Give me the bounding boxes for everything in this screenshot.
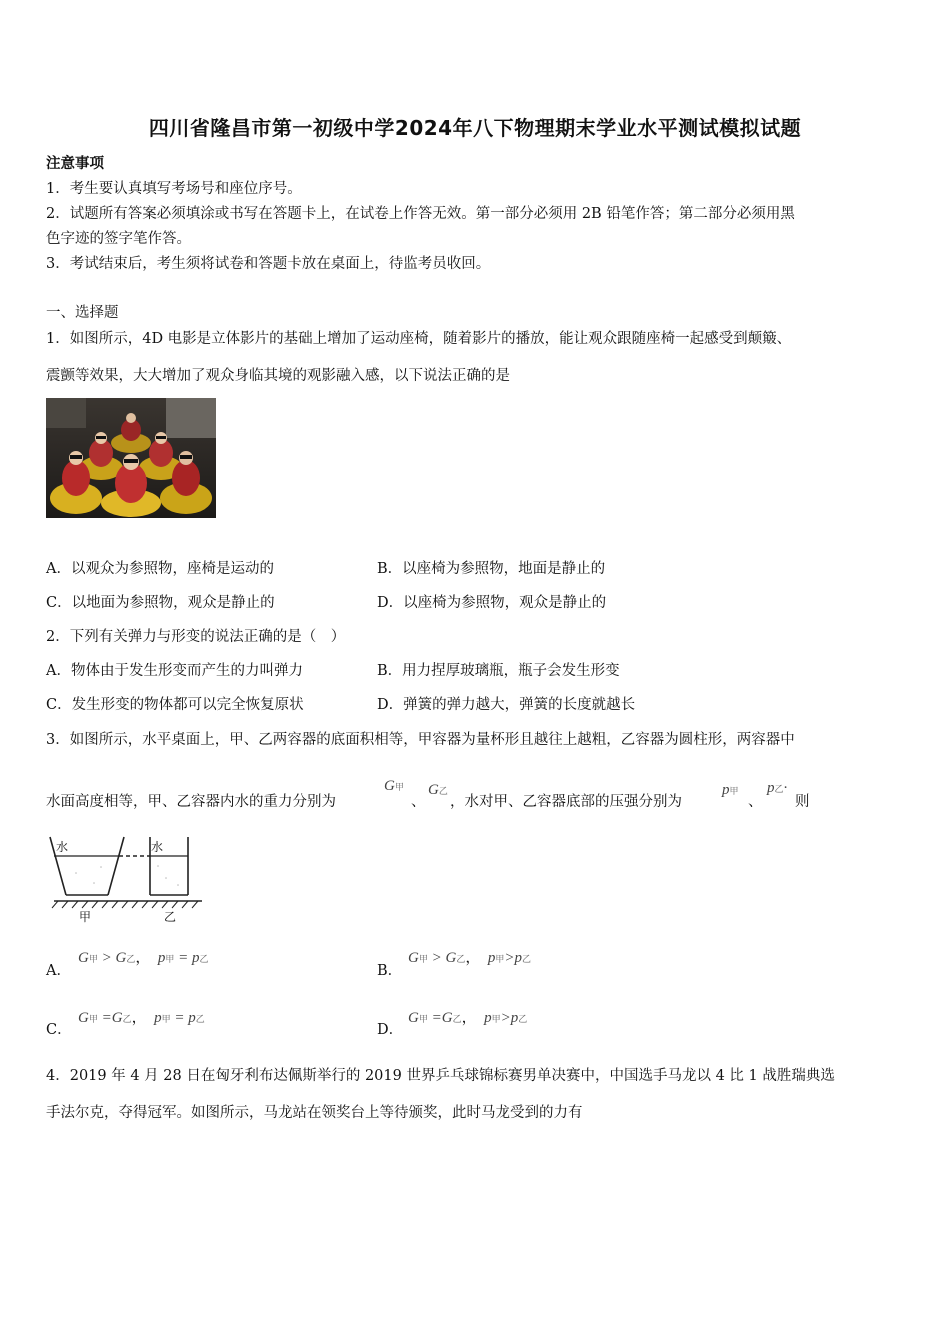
- water-label-yi: 水: [151, 840, 164, 854]
- q3-g-yi: G乙: [428, 782, 448, 798]
- q2-option-c: C．发生形变的物体都可以完全恢复原状: [46, 697, 304, 713]
- cinema-4d-photo: [46, 398, 216, 518]
- notice-item-1: 1．考生要认真填写考场号和座位序号。: [46, 181, 302, 197]
- q3-stem-line2a: 水面高度相等，甲、乙容器内水的重力分别为: [46, 794, 336, 810]
- q3-g-jia: G甲: [384, 778, 404, 794]
- container-label-jia: 甲: [79, 910, 92, 924]
- q1-stem-line2: 震颤等效果，大大增加了观众身临其境的观影融入感，以下说法正确的是: [46, 368, 510, 384]
- q3-separator-2: 、: [748, 794, 763, 810]
- notice-item-3: 3．考试结束后，考生须将试卷和答题卡放在桌面上，待监考员收回。: [46, 256, 491, 272]
- container-label-yi: 乙: [164, 910, 177, 924]
- q3-option-d-label: D．: [377, 1022, 404, 1038]
- q2-stem: 2．下列有关弹力与形变的说法正确的是（ ）: [46, 629, 346, 645]
- q1-option-a: A．以观众为参照物，座椅是运动的: [46, 561, 274, 577]
- q2-option-d: D．弹簧的弹力越大，弹簧的长度就越长: [377, 697, 636, 713]
- q1-option-b: B．以座椅为参照物，地面是静止的: [377, 561, 606, 577]
- q3-option-c-label: C．: [46, 1022, 72, 1038]
- notice-item-2-cont: 色字迹的签字笔作答。: [46, 231, 191, 247]
- containers-diagram: [46, 833, 206, 925]
- q3-option-c-expr: G甲 =G乙， p甲 = p乙: [78, 1010, 205, 1026]
- q3-option-b-expr: G甲 > G乙， p甲>p乙: [408, 950, 532, 966]
- q1-stem-line1: 1．如图所示，4D 电影是立体影片的基础上增加了运动座椅，随着影片的播放，能让观众跟随座椅一起感受到颠簸、: [46, 331, 792, 347]
- q3-stem-line1: 3．如图所示，水平桌面上，甲、乙两容器的底面积相等，甲容器为量杯形且越往上越粗，乙容器为圆柱形，两容器中: [46, 732, 795, 748]
- q4-stem-line2: 手法尔克，夺得冠军。如图所示，马龙站在领奖台上等待颁奖，此时马龙受到的力有: [46, 1105, 583, 1121]
- water-label-jia: 水: [56, 840, 69, 854]
- q2-option-a: A．物体由于发生形变而产生的力叫弹力: [46, 663, 303, 679]
- q3-p-jia: p甲: [722, 782, 739, 798]
- q1-option-c: C．以地面为参照物，观众是静止的: [46, 595, 275, 611]
- notice-item-2: 2．试题所有答案必须填涂或书写在答题卡上，在试卷上作答无效。第一部分必须用 2B 铅笔作答；第二部分必须用黑: [46, 206, 795, 222]
- q3-then: 则: [795, 794, 810, 810]
- q3-p-yi: p乙·: [767, 780, 788, 796]
- q4-stem-line1: 4．2019 年 4 月 28 日在匈牙利布达佩斯举行的 2019 世界乒乓球锦标赛男单决赛中，中国选手马龙以 4 比 1 战胜瑞典选: [46, 1068, 835, 1084]
- notice-heading: 注意事项: [46, 155, 104, 172]
- q3-option-a-label: A．: [46, 963, 71, 979]
- page-title: 四川省隆昌市第一初级中学2024年八下物理期末学业水平测试模拟试题: [148, 116, 802, 140]
- q2-option-b: B．用力捏厚玻璃瓶，瓶子会发生形变: [377, 663, 620, 679]
- q3-option-d-expr: G甲 =G乙， p甲>p乙: [408, 1010, 528, 1026]
- q3-option-b-label: B．: [377, 963, 403, 979]
- q3-option-a-expr: G甲 > G乙， p甲 = p乙: [78, 950, 209, 966]
- q3-separator: 、: [411, 794, 426, 810]
- q3-stem-line2b: ，水对甲、乙容器底部的压强分别为: [450, 794, 682, 810]
- section-heading: 一、选择题: [46, 305, 119, 321]
- q1-option-d: D．以座椅为参照物，观众是静止的: [377, 595, 607, 611]
